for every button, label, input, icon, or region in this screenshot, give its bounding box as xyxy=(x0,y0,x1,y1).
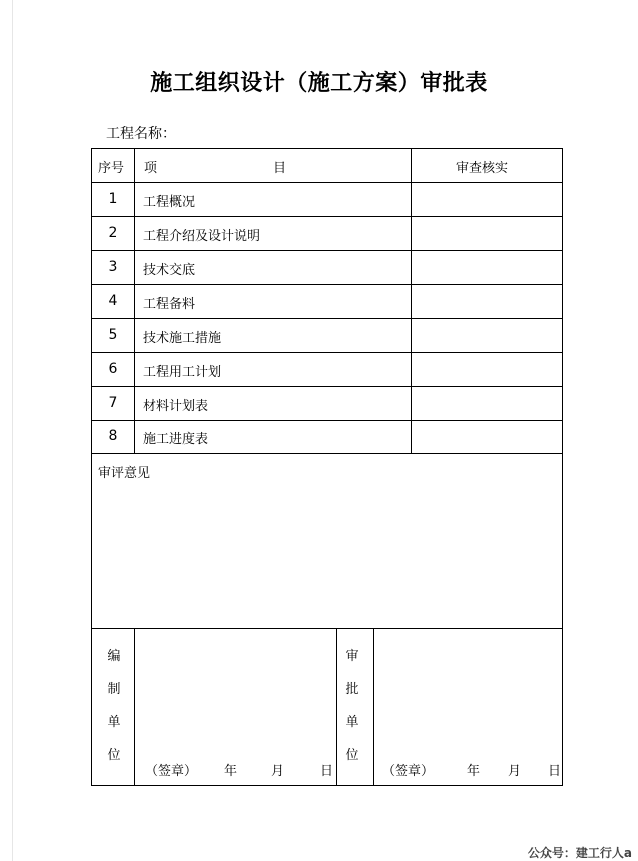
header-review: 审查核实 xyxy=(456,161,509,176)
approver-year: 年 xyxy=(467,764,481,779)
row-number: 8 xyxy=(108,428,118,444)
preparer-char: 位 xyxy=(107,748,121,763)
row-number: 7 xyxy=(108,395,118,411)
approver-char: 审 xyxy=(345,649,359,664)
row-number: 6 xyxy=(108,361,118,377)
col-line xyxy=(373,628,374,786)
row-line xyxy=(91,386,563,387)
preparer-char: 单 xyxy=(107,715,121,730)
row-line xyxy=(91,420,563,421)
page-edge xyxy=(12,0,13,861)
row-line xyxy=(91,318,563,319)
preparer-char: 制 xyxy=(107,682,121,697)
preparer-seal: （签章） xyxy=(145,764,198,779)
row-item: 工程介绍及设计说明 xyxy=(143,229,261,244)
col-line xyxy=(336,628,337,786)
approver-seal: （签章） xyxy=(382,764,435,779)
row-line xyxy=(91,284,563,285)
row-line xyxy=(91,182,563,183)
approver-char: 位 xyxy=(345,748,359,763)
approver-month: 月 xyxy=(508,764,522,779)
approver-day: 日 xyxy=(548,764,562,779)
watermark-text: 公众号：建工行人a xyxy=(527,846,632,860)
row-line xyxy=(91,453,563,454)
preparer-year: 年 xyxy=(224,764,238,779)
preparer-char: 编 xyxy=(107,649,121,664)
row-item: 材料计划表 xyxy=(143,399,209,414)
header-seq: 序号 xyxy=(98,161,125,176)
row-number: 4 xyxy=(108,293,118,309)
opinion-label: 审评意见 xyxy=(98,466,151,481)
approver-char: 单 xyxy=(345,715,359,730)
header-item-left: 项 xyxy=(144,161,158,176)
preparer-day: 日 xyxy=(320,764,334,779)
header-item-right: 目 xyxy=(273,161,287,176)
col-line xyxy=(411,148,412,453)
row-line xyxy=(91,628,563,629)
row-item: 施工进度表 xyxy=(143,432,209,447)
col-line xyxy=(134,628,135,786)
document-title: 施工组织设计（施工方案）审批表 xyxy=(150,71,488,96)
approver-char: 批 xyxy=(345,682,359,697)
row-item: 工程用工计划 xyxy=(143,365,222,380)
row-line xyxy=(91,250,563,251)
row-item: 技术施工措施 xyxy=(143,331,222,346)
row-item: 技术交底 xyxy=(143,263,196,278)
row-item: 工程概况 xyxy=(143,195,196,210)
project-name-label: 工程名称： xyxy=(106,126,176,142)
row-item: 工程备料 xyxy=(143,297,196,312)
row-number: 3 xyxy=(108,259,118,275)
row-line xyxy=(91,216,563,217)
row-number: 1 xyxy=(108,191,118,207)
row-number: 5 xyxy=(108,327,118,343)
preparer-month: 月 xyxy=(271,764,285,779)
row-line xyxy=(91,352,563,353)
row-number: 2 xyxy=(108,225,118,241)
